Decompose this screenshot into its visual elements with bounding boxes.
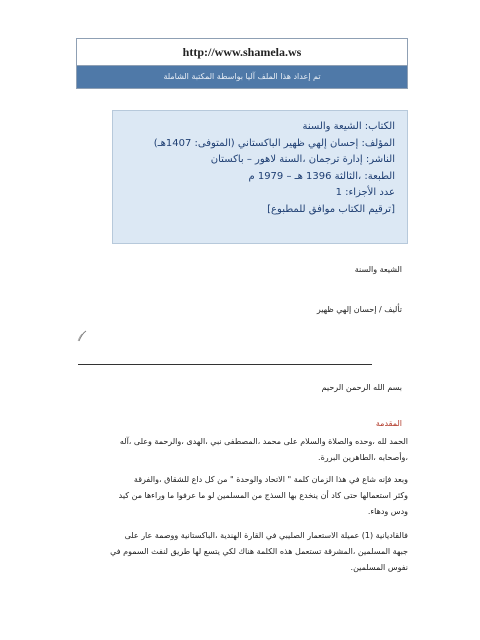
book-info-box (112, 110, 408, 244)
site-url[interactable]: http://www.shamela.ws (77, 39, 407, 66)
paragraph-line: فالقاديانية (1) عميلة الاستعمار الصليبي في القارة الهندية ،الباكستانية ووصمة عار على (124, 531, 408, 540)
info-numbering: [ترقيم الكتاب موافق للمطبوع] (267, 203, 395, 215)
intro-heading: المقدمة (375, 419, 402, 428)
paragraph-3 (76, 528, 408, 576)
paragraph-line: نفوس المسلمين. (350, 563, 408, 572)
paragraph-2 (76, 472, 408, 520)
info-publisher: الناشر: إدارة ترجمان ،السنة لاهور – باكستان (210, 154, 395, 165)
book-title: الشيعة والسنة (354, 265, 402, 274)
paragraph-line: جبهة المسلمين ،المشرقة تستعمل هذه الكلمة هناك لكي يتسع لها طريق لنفث السموم في (110, 547, 408, 556)
section-divider (78, 364, 372, 365)
header-box (76, 38, 408, 89)
paragraph-line: وكثر استعمالها حتى كاد أن ينخدع بها السذج من المسلمين لو ما عرفوا ما وراءها من كيد (118, 491, 408, 500)
byline: تأليف / إحسان إلهي ظهير (316, 305, 402, 314)
info-parts: عدد الأجزاء: 1 (335, 187, 395, 198)
info-book: الكتاب: الشيعة والسنة (302, 121, 395, 132)
info-edition: الطبعة: ،الثالثة 1396 هـ – 1979 م (248, 170, 395, 182)
generated-note: تم إعداد هذا الملف آليا بواسطة المكتبة الشاملة (77, 66, 407, 88)
paragraph-line: وبعد فإنه شاع في هذا الزمان كلمة " الاتحاد والوحدة " من كل داع للشقاق ،والفرقة (133, 475, 408, 484)
paragraph-1 (76, 434, 408, 466)
paragraph-line: ،وأصحابه ،الطاهرين البررة. (318, 453, 408, 462)
paragraph-line: ودس ودهاء. (367, 507, 408, 516)
paragraph-line: الحمد لله ،وحده والصلاة والسلام على محمد ،المصطفى نبي ،الهدى ،والرحمة وعلى ،آله (119, 437, 408, 446)
ornament-icon (76, 329, 90, 343)
basmala: بسم الله الرحمن الرحيم (321, 383, 402, 392)
info-author: المؤلف: إحسان إلهي ظهير الباكستاني (المتوفى: 1407هـ) (153, 137, 395, 149)
